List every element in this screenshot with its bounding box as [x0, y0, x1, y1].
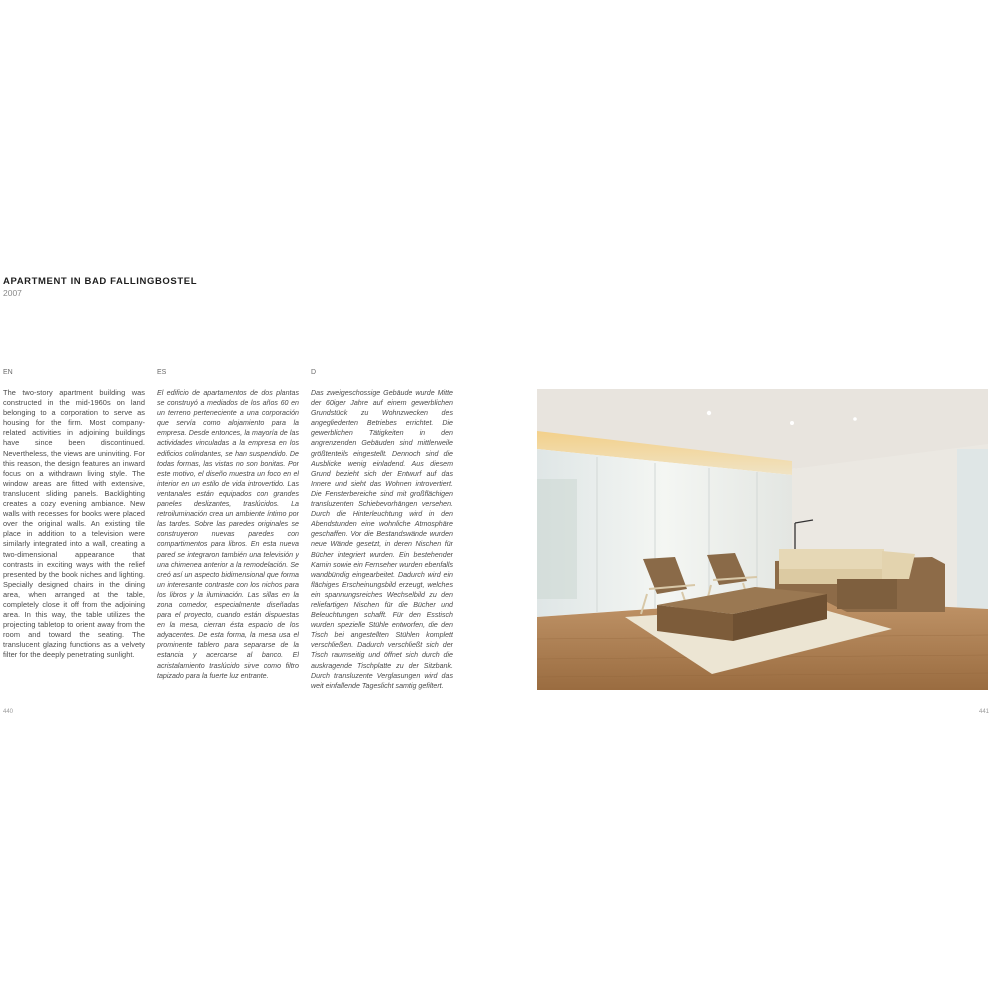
page-title: APARTMENT IN BAD FALLINGBOSTEL [3, 276, 198, 287]
column-en [3, 388, 145, 692]
page-number-right: 441 [979, 709, 990, 715]
column-text-en: The two-story apartment building was constructed in the mid-1960s on land belonging to a corporation to serve as housing for the firm. Most company-related activities in adjoining buildings have since been discontinued. Nevertheless, the views are uninviting. For this reason, the design features an inward focus on a withdrawn living style. The window areas are fitted with extensive, translucent sliding panels. Backlighting creates a cozy evening ambiance. New walls with recesses for books were placed over the original walls. An existing tile place in addition to a television were similarly integrated into a wall, creating a two-dimensional appearance that contrasts in exciting ways with the relief presented by the book niches and lighting. Specially designed chairs in the dining area, when arranged at the table, completely close it off from the adjoining area. In this way, the table utilizes the projecting tabletop to orient away from the room and toward the seating. The translucent glazing functions as a velvety filter for the deeply penetrating sunlight. [3, 388, 145, 660]
column-de [311, 388, 453, 692]
page-number-left: 440 [3, 709, 14, 715]
interior-photo [537, 389, 988, 690]
column-es [157, 388, 299, 692]
page-year: 2007 [3, 288, 22, 298]
column-lang-es: ES [157, 369, 167, 376]
column-text-es: El edificio de apartamentos de dos plantas se construyó a mediados de los años 60 en un terreno perteneciente a una corporación que servía como alojamiento para la empresa. Desde entonces, la mayoría de las actividades vinculadas a la empresa en los edificios colindantes, se han suspendido. De todas formas, las vistas no son bonitas. Por este motivo, el diseño muestra un foco en el interior en un estilo de vida introvertido. Las ventanales están equipados con grandes paneles deslizantes, traslúcidos. La retroiluminación crea un ambiente íntimo por las tardes. Sobre las paredes originales se construyeron nuevas paredes con compartimentos para libros. En esta nueva pared se integraron también una televisión y una chimenea anterior a la remodelación. Se creó así un aspecto bidimensional que forma un interesante contraste con los nichos para los libros y la iluminación. Las sillas en la zona comedor, especialmente diseñadas para el proyecto, cuando están dispuestas en la mesa, cierran ésta espacio de los adyacentes. De esta forma, la mesa usa el prominente tablero para separarse de la estancia y acercarse al banco. El acristalamiento traslúcido sirve como filtro tapizado para la fuerte luz entrante. [157, 389, 299, 680]
column-text-de: Das zweigeschossige Gebäude wurde Mitte der 60iger Jahre auf einem gewerblichen Grundstück zu Wohnzwecken des angegliederten Betriebes errichtet. Die gewerblichen Tätigkeiten in den angrenzenden Gebäuden sind mittlerweile größtenteils eingestellt. Dennoch sind die Ausblicke wenig einladend. Aus diesem Grund bezieht sich der Entwurf auf das Innere und sieht das Wohnen introvertiert. Die Fensterbereiche sind mit großflächigen transluzenten Schiebevorhängen versehen. Durch die Hinterleuchtung wird in den Abendstunden eine wohnliche Atmosphäre geschaffen. Vor die Bestandswände wurden neue Wände gesetzt, in deren Nischen für Bücher integriert wurden. Ein bestehender Kamin sowie ein Fernseher wurden ebenfalls wandbündig eingearbeitet. Dadurch wird ein flächiges Erscheinungsbild erzeugt, welches ein spannungsreiches Wechselbild zu den reliefartigen Nischen für die Bücher und Beleuchtungen schafft. Für den Esstisch wurden spezielle Stühle entworfen, die den Tisch bei angestellten Stühlen komplett verschließen. Dadurch verschließt sich der Tisch raumseitig und öffnet sich durch die auskragende Tischplatte zu der Sitzbank. Durch transluzente Verglasungen wird das weit einfallende Tageslicht samtig gefiltert. [311, 389, 453, 690]
column-lang-de: D [311, 369, 317, 376]
column-lang-en: EN [3, 369, 13, 376]
